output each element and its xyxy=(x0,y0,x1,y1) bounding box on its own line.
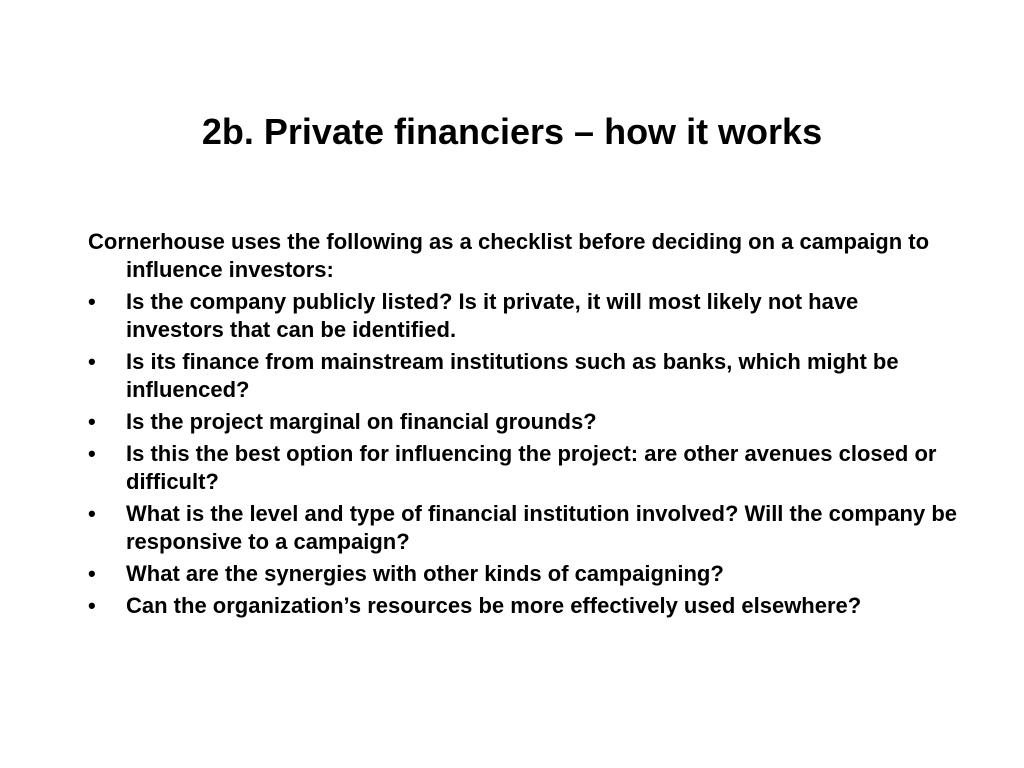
bullet-icon: • xyxy=(88,593,96,618)
bullet-text: Is the company publicly listed? Is it private, it will most likely not have investors that can be identified. xyxy=(126,289,859,342)
bullet-list xyxy=(88,288,958,620)
bullet-item xyxy=(88,288,958,344)
bullet-text: Is its finance from mainstream institutions such as banks, which might be influenced? xyxy=(126,349,899,402)
intro-paragraph: Cornerhouse uses the following as a checklist before deciding on a campaign to influence investors: xyxy=(88,229,930,282)
bullet-text: Is the project marginal on financial grounds? xyxy=(126,409,597,434)
bullet-icon: • xyxy=(88,289,96,314)
bullet-item xyxy=(88,500,958,556)
bullet-item xyxy=(88,348,958,404)
bullet-item xyxy=(88,408,958,436)
bullet-icon: • xyxy=(88,501,96,526)
bullet-icon: • xyxy=(88,561,96,586)
bullet-item xyxy=(88,560,958,588)
bullet-icon: • xyxy=(88,349,96,374)
bullet-icon: • xyxy=(88,441,96,466)
bullet-item xyxy=(88,440,958,496)
bullet-icon: • xyxy=(88,409,96,434)
bullet-item xyxy=(88,592,958,620)
bullet-text: Can the organization’s resources be more effectively used elsewhere? xyxy=(126,593,862,618)
bullet-text: Is this the best option for influencing the project: are other avenues closed or difficult? xyxy=(126,441,937,494)
slide-title: 2b. Private financiers – how it works xyxy=(201,111,823,152)
slide-body xyxy=(88,228,958,624)
bullet-text: What are the synergies with other kinds of campaigning? xyxy=(126,561,724,586)
bullet-text: What is the level and type of financial institution involved? Will the company be responsive to a campaign? xyxy=(126,501,958,554)
